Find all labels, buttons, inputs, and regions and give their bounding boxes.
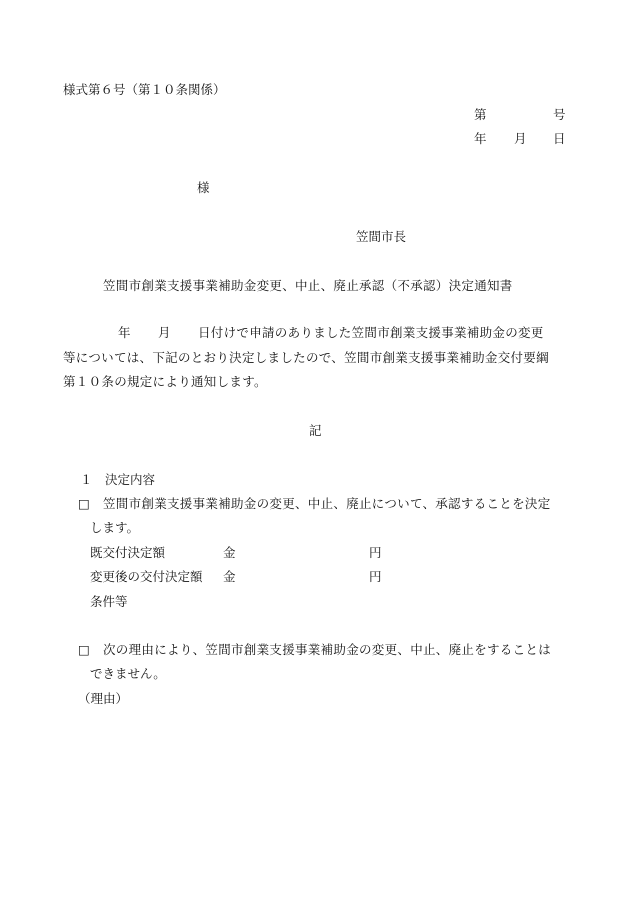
doc-number-suffix: 号 xyxy=(553,107,566,122)
doc-number-prefix: 第 xyxy=(474,107,487,122)
body-date-month: 月 xyxy=(158,325,171,340)
body-date-year: 年 xyxy=(118,325,131,340)
existing-amount-yen: 円 xyxy=(369,545,382,560)
sender-name: 笠間市長 xyxy=(356,229,407,244)
approve-checkbox[interactable]: □ xyxy=(78,496,90,511)
reject-checkbox[interactable]: □ xyxy=(78,642,90,657)
changed-amount-kin: 金 xyxy=(223,569,236,584)
form-number: 様式第６号（第１０条関係） xyxy=(63,82,226,97)
approve-text-line-2: します。 xyxy=(90,520,140,535)
reject-text-line-2: できません。 xyxy=(90,666,166,681)
date-year-label: 年 xyxy=(474,131,487,146)
reason-label: （理由） xyxy=(78,691,129,706)
date-month-label: 月 xyxy=(514,131,527,146)
addressee-honorific: 様 xyxy=(197,180,210,195)
changed-amount-yen: 円 xyxy=(369,569,382,584)
document-title: 笠間市創業支援事業補助金変更、中止、廃止承認（不承認）決定通知書 xyxy=(103,278,513,293)
conditions-label: 条件等 xyxy=(90,594,128,609)
existing-amount-kin: 金 xyxy=(223,545,236,560)
changed-amount-label: 変更後の交付決定額 xyxy=(90,569,203,584)
approve-text-line-1: 笠間市創業支援事業補助金の変更、中止、廃止について、承認することを決定 xyxy=(103,496,551,511)
body-line-1: 日付けで申請のありました笠間市創業支援事業補助金の変更 xyxy=(198,325,544,340)
reject-text-line-1: 次の理由により、笠間市創業支援事業補助金の変更、中止、廃止をすることは xyxy=(103,642,552,657)
ki-heading: 記 xyxy=(309,423,322,438)
date-day-label: 日 xyxy=(553,131,566,146)
existing-amount-label: 既交付決定額 xyxy=(90,545,166,560)
section-heading-decision: １ 決定内容 xyxy=(80,472,156,487)
body-line-3: 第１０条の規定により通知します。 xyxy=(63,374,267,389)
body-line-2: 等については、下記のとおり決定しましたので、笠間市創業支援事業補助金交付要綱 xyxy=(63,350,549,365)
